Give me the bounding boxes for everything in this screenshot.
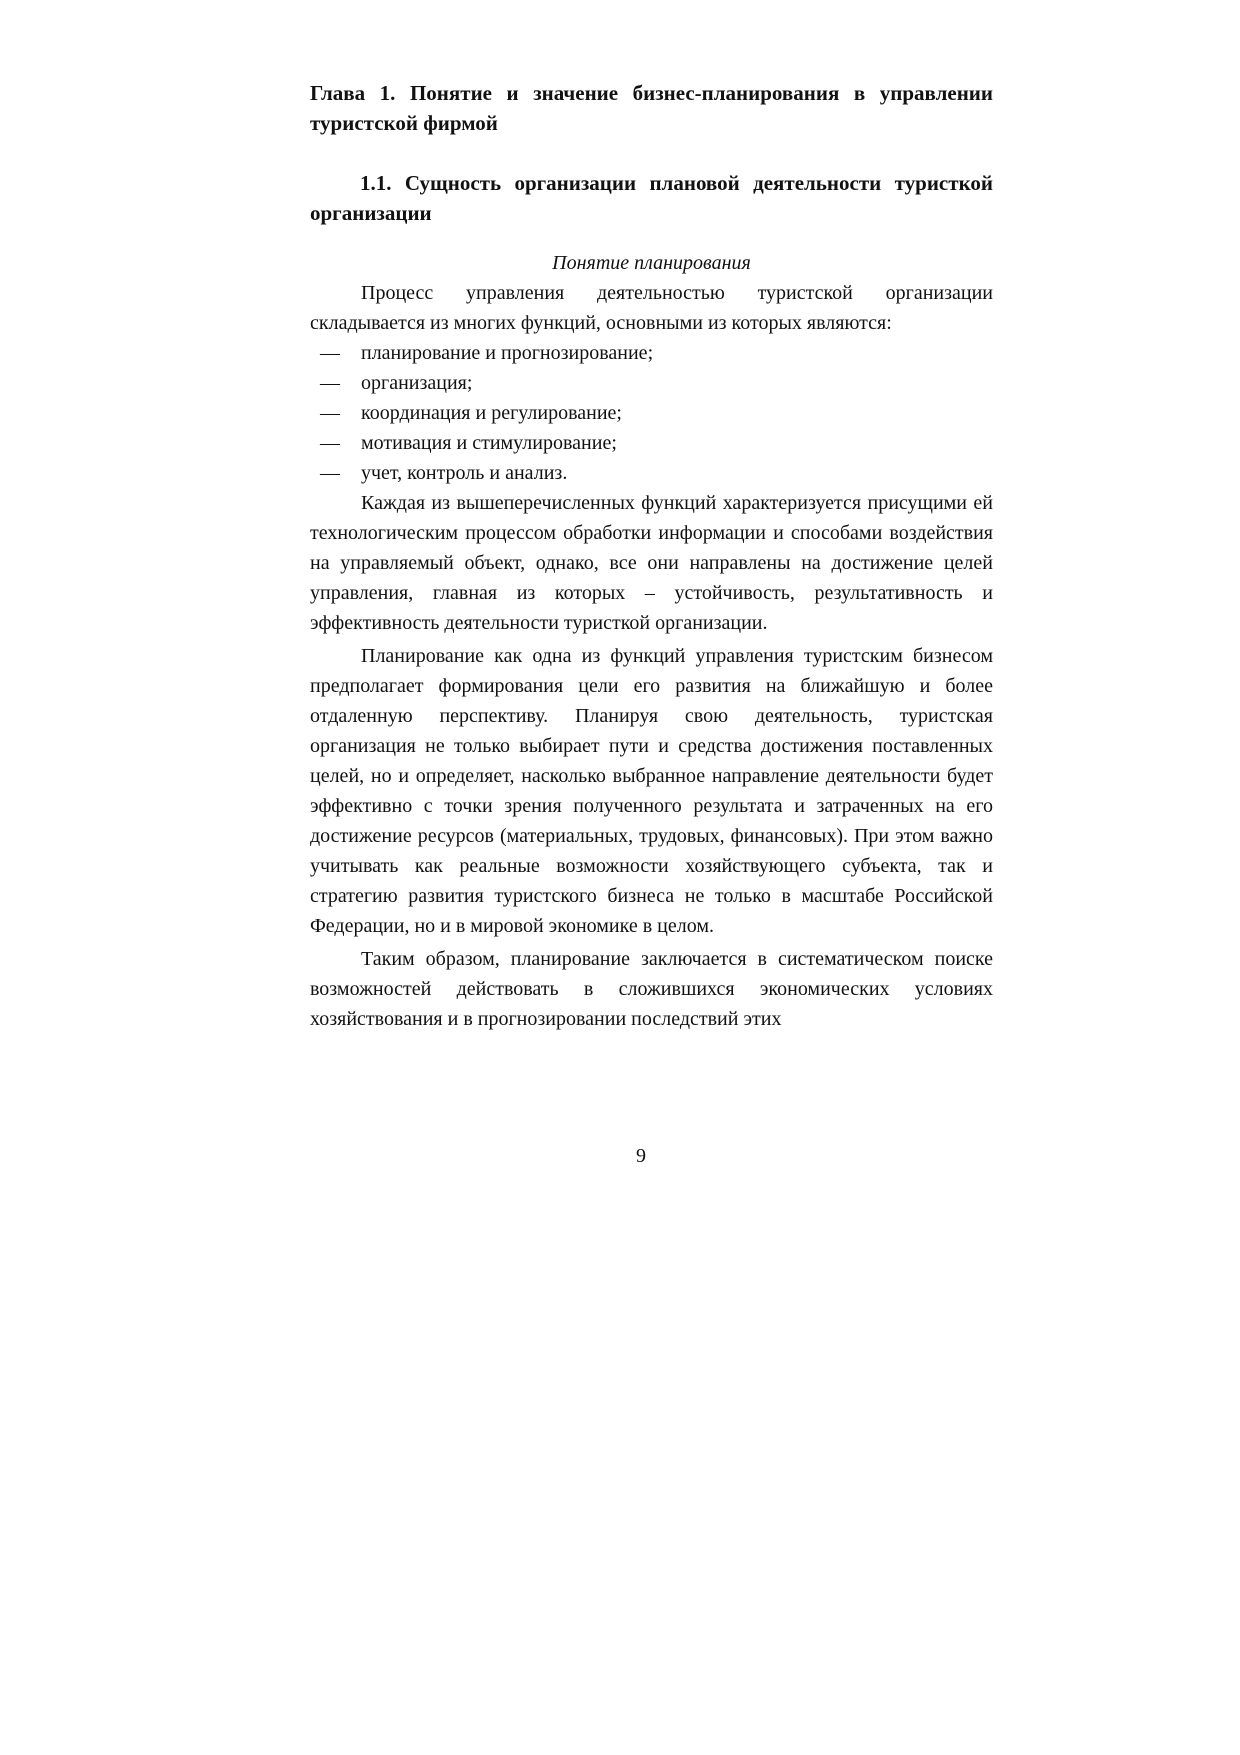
paragraph-planning: Планирование как одна из функций управления туристским бизнесом предполагает формирования цели его развития на ближайшую и более отдаленную перспективу. Планируя свою деятельность, туристская организация не только выбирает пути и средства достижения поставленных целей, но и определяет, насколько выбранное направление деятельности будет эффективно с точки зрения полученного результата и затраченных на его достижение ресурсов (материальных, трудовых, финансовых). При этом важно учитывать как реальные возможности хозяйствующего субъекта, так и стратегию развития туристского бизнеса не только в масштабе Российской Федерации, но и в мировой экономике в целом.	[310, 645, 993, 937]
dash-marker: —	[320, 432, 340, 454]
dash-marker: —	[320, 462, 340, 484]
paragraph-functions: Каждая из вышеперечисленных функций характеризуется присущими ей технологическим процессом обработки информации и способами воздействия на управляемый объект, однако, все они направлены на достижение целей управления, главная из которых – устойчивость, результативность и эффективность деятельности туристкой организации.	[310, 492, 993, 634]
chapter-title: Глава 1. Понятие и значение бизнес-планирования в управлении туристской фирмой	[310, 81, 993, 135]
dash-marker: —	[320, 342, 340, 364]
list-item-text: координация и регулирование;	[361, 402, 622, 424]
list-item-text: учет, контроль и анализ.	[361, 462, 568, 484]
dash-marker: —	[320, 402, 340, 424]
intro-paragraph: Процесс управления деятельностью туристской организации складывается из многих функций, основными из которых являются:	[310, 282, 993, 334]
list-item-text: мотивация и стимулирование;	[361, 432, 617, 454]
list-item-text: организация;	[361, 372, 473, 394]
list-item	[310, 338, 993, 368]
list-item-text: планирование и прогнозирование;	[361, 342, 654, 364]
list-item	[310, 428, 993, 458]
subheading: Понятие планирования	[552, 252, 751, 274]
paragraph-conclusion: Таким образом, планирование заключается в систематическом поиске возможностей действовать в сложившихся экономических условиях хозяйствования и в прогнозировании последствий этих	[310, 948, 993, 1030]
functions-list	[310, 338, 993, 488]
dash-marker: —	[320, 372, 340, 394]
page-number: 9	[636, 1145, 646, 1167]
list-item	[310, 398, 993, 428]
document-page	[310, 78, 993, 1034]
section-title: 1.1. Сущность организации плановой деятельности туристкой организации	[310, 171, 993, 225]
list-item	[310, 368, 993, 398]
list-item	[310, 458, 993, 488]
